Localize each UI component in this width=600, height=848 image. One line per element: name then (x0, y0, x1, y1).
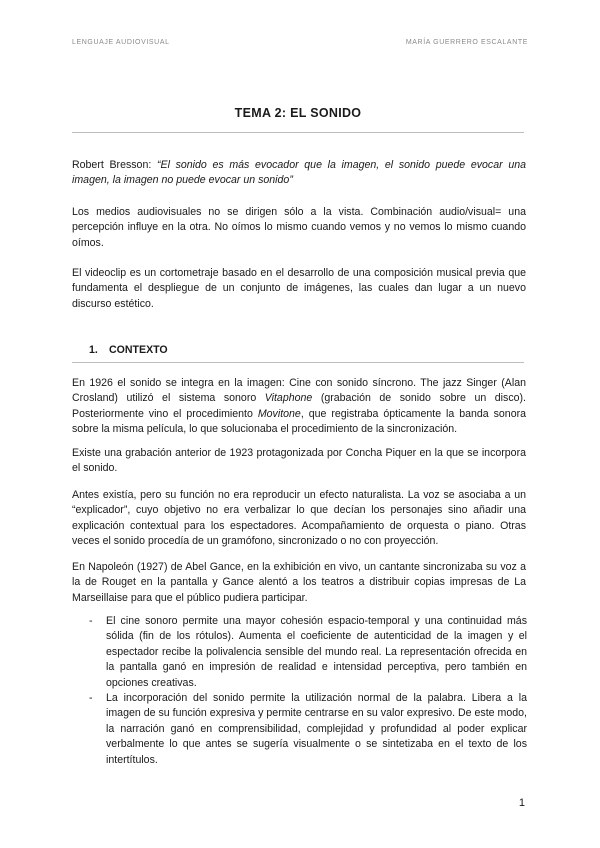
p1-text-b: (grabación de sonido sobre un disco). Posteriormente vino el procedimiento (72, 392, 526, 420)
p1-text-a: En 1926 el sonido se integra en la imagen: Cine con sonido síncrono. The jazz Singer (Alan Crosland) utilizó el sistema sonoro (72, 377, 526, 405)
vitaphone-term: Vitaphone (264, 392, 313, 405)
header-author-name: MARÍA GUERRERO ESCALANTE (405, 39, 528, 46)
section-heading (89, 344, 168, 356)
context-paragraph-1 (72, 376, 526, 438)
list-item-text: El cine sonoro permite una mayor cohesión espacio-temporal y una continuidad más sólida (fin de los rótulos). Aumenta el coeficiente de autenticidad de la imagen y el espectador recibe la polivalencia sensible del mundo real. La representación ofrecida en la pantalla ganó en impresión de realidad e intensidad perceptiva, pero también en opciones creativas. (106, 615, 527, 689)
section-divider (72, 362, 524, 363)
title-divider (72, 132, 524, 133)
quote-author: Robert Bresson: (72, 159, 152, 171)
movitone-term: Movitone (257, 407, 301, 420)
section-title: CONTEXTO (109, 344, 168, 356)
quote-text: “El sonido es más evocador que la imagen, el sonido puede evocar una imagen, la imagen no puede evocar un sonido” (72, 159, 526, 187)
header-course-title: LENGUAJE AUDIOVISUAL (72, 39, 170, 46)
context-paragraph-3: Antes existía, pero su función no era reproducir un efecto naturalista. La voz se asociaba a un “explicador”, cuyo objetivo no era verbalizar lo que decían los personajes sino añadir una explicación contextual para los espectadores. Acompañamiento de orquesta o piano. Otras veces el sonido procedía de un gramófono, sincronizado o no con proyección. (72, 489, 526, 548)
section-number: 1. (89, 344, 98, 356)
bullet-list (89, 614, 527, 768)
page-number: 1 (518, 797, 525, 809)
page-title: TEMA 2: EL SONIDO (234, 106, 362, 120)
context-paragraph-2: Existe una grabación anterior de 1923 protagonizada por Concha Piquer en la que se incorpora el sonido. (72, 447, 526, 475)
intro-paragraph-2: El videoclip es un cortometraje basado en el desarrollo de una composición musical previa que fundamenta el despliegue de un conjunto de imágenes, las cuales dan lugar a un nuevo discurso estético. (72, 267, 526, 310)
p1-text-c: , que registraba ópticamente la banda sonora sobre la misma película, lo que solucionaba el procedimiento de la sincronización. (72, 407, 527, 436)
list-item (89, 691, 527, 768)
list-item-text: La incorporación del sonido permite la utilización normal de la palabra. Libera a la imagen de su función expresiva y permite centrarse en su valor expresivo. De este modo, la narración ganó en comprensibilidad, complejidad y profundidad al poder explicar verbalmente lo que antes se sugería visualmente o se sintetizaba en el texto de los intertítulos. (106, 692, 527, 766)
dash-marker: - (89, 615, 93, 627)
quote-paragraph (72, 158, 526, 189)
intro-paragraph-1: Los medios audiovisuales no se dirigen sólo a la vista. Combinación audio/visual= una percepción influye en la otra. No oímos lo mismo cuando vemos y no vemos lo mismo cuando oímos. (72, 206, 526, 249)
context-paragraph-4: En Napoleón (1927) de Abel Gance, en la exhibición en vivo, un cantante sincronizaba su voz a la de Rouget en la pantalla y Gance alentó a los teatros a distribuir copias impresas de La Marseillaise para que el público pudiera participar. (72, 561, 526, 604)
dash-marker: - (89, 692, 93, 705)
list-item (89, 614, 527, 691)
